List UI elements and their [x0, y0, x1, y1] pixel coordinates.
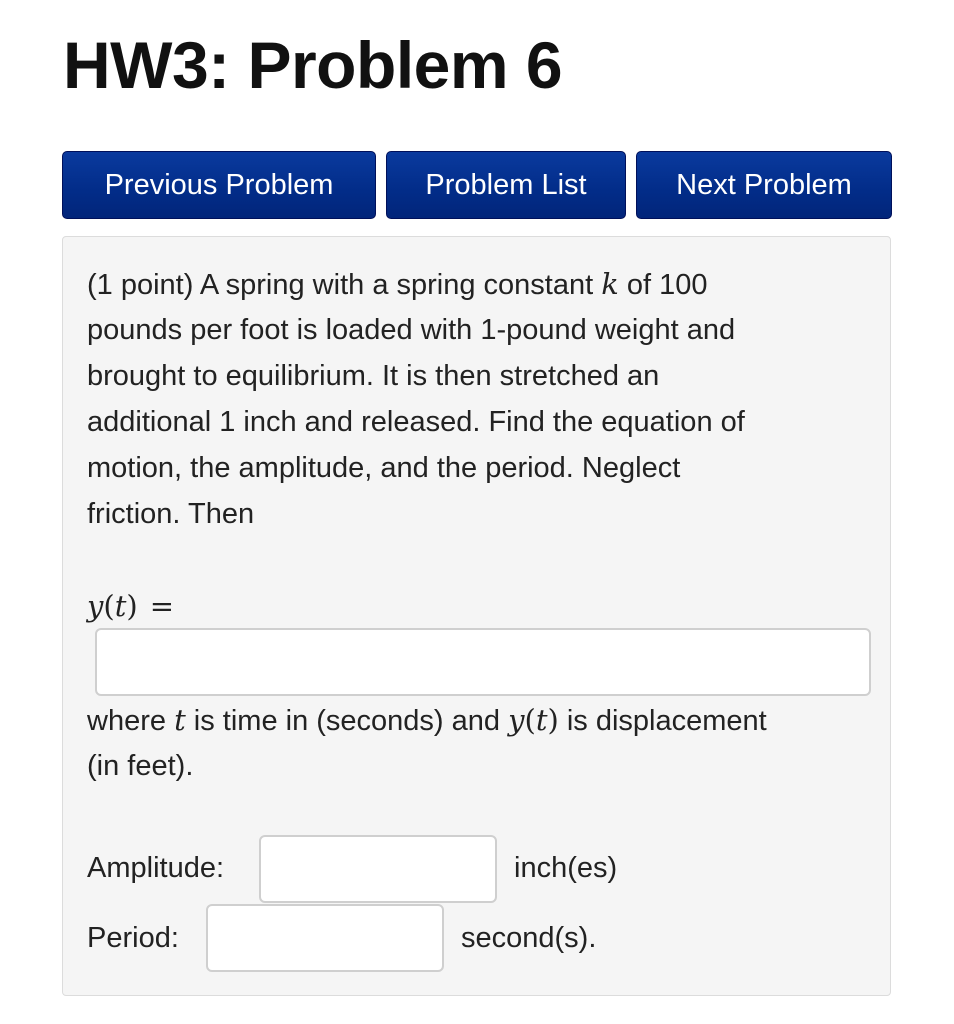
k-symbol: k: [601, 267, 619, 301]
problem-line-3: brought to equilibrium. It is then stretched an: [87, 360, 660, 392]
period-label: Period:: [87, 922, 179, 954]
period-unit: second(s).: [461, 922, 597, 954]
amplitude-input[interactable]: [259, 835, 497, 903]
page-title: HW3: Problem 6: [63, 28, 563, 102]
problem-line-1: (1 point) A spring with a spring constant k of 100: [87, 267, 708, 301]
amplitude-unit: inch(es): [514, 852, 618, 884]
where-line-2: (in feet).: [87, 750, 194, 782]
where-line-1: where t is time in (seconds) and y(t) is displacement: [87, 703, 767, 737]
amplitude-label: Amplitude:: [87, 852, 225, 884]
next-problem-button[interactable]: Next Problem: [636, 151, 892, 219]
y-of-t-label: y(t) =: [87, 589, 175, 623]
y-of-t-input[interactable]: [95, 628, 871, 696]
problem-line-6: friction. Then: [87, 498, 255, 530]
previous-problem-button[interactable]: Previous Problem: [62, 151, 376, 219]
problem-body: [62, 236, 891, 996]
problem-list-button[interactable]: Problem List: [386, 151, 626, 219]
problem-line-5: motion, the amplitude, and the period. Neglect: [87, 452, 681, 484]
period-input[interactable]: [206, 904, 444, 972]
problem-line-4: additional 1 inch and released. Find the equation of: [87, 406, 745, 438]
problem-line-2: pounds per foot is loaded with 1-pound weight and: [87, 314, 736, 346]
